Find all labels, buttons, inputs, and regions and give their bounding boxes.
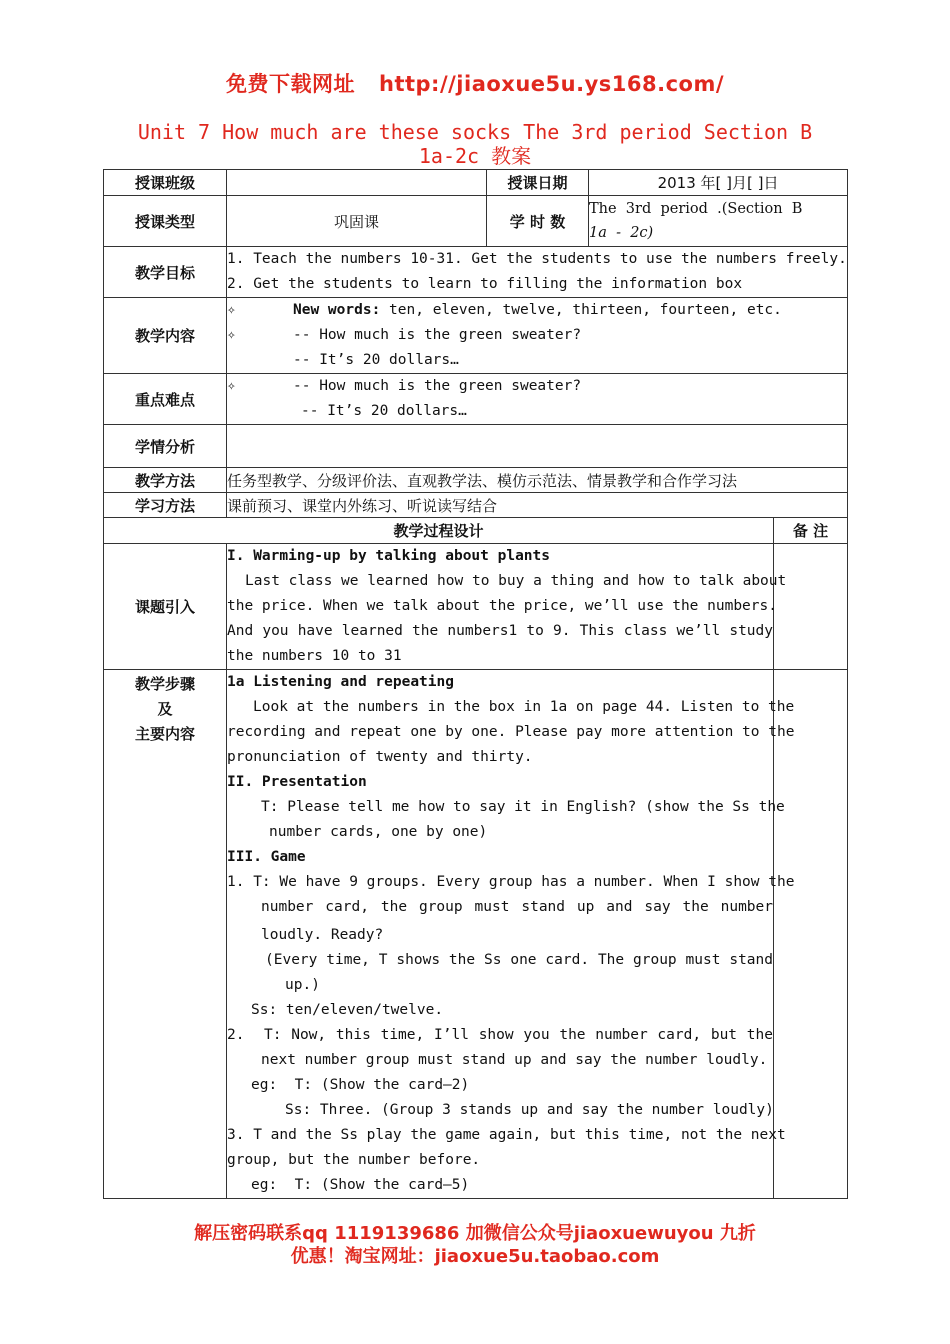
steps-label-line-1: 教学步骤	[134, 675, 195, 693]
class-value	[227, 170, 487, 196]
step-line: pronunciation of twenty and thirty.	[227, 749, 533, 765]
key-value	[227, 374, 848, 425]
row-key-points	[104, 374, 848, 425]
analysis-label: 学情分析	[104, 425, 227, 468]
content-line	[227, 298, 847, 323]
footer-taobao-link[interactable]: jiaoxue5u.taobao.com	[434, 1246, 660, 1267]
study-label: 学习方法	[104, 493, 227, 518]
method-label: 教学方法	[104, 468, 227, 493]
intro-content	[227, 544, 787, 670]
goal-item: 1. Teach the numbers 10-31. Get the students to use the numbers freely.	[227, 251, 847, 267]
content-question: -- How much is the green sweater?	[293, 327, 582, 343]
row-analysis	[104, 425, 848, 468]
footer-wechat: jiaoxuewuyou	[573, 1223, 714, 1244]
row-intro	[104, 544, 848, 670]
step-line: eg: T: (Show the card—5)	[251, 1177, 470, 1193]
steps-label-line-2: 及	[157, 700, 173, 718]
key-answer: -- It’s 20 dollars…	[301, 403, 467, 419]
class-label: 授课班级	[104, 170, 227, 196]
intro-paragraph-line: the numbers 10 to 31	[227, 648, 402, 664]
step-line: (Every time, T shows the Ss one card. The group must stand	[265, 952, 773, 968]
footer-qq: qq 1119139686	[302, 1223, 460, 1244]
date-value: 2013 年[ ]月[ ]日	[589, 170, 848, 196]
row-class	[104, 170, 848, 196]
intro-paragraph-line: the price. When we talk about the price, we’ll use the numbers.	[227, 598, 777, 614]
type-value: 巩固课	[227, 196, 487, 247]
intro-paragraph-line: Last class we learned how to buy a thing and how to talk about	[245, 573, 787, 589]
banner-label: 免费下载网址	[226, 72, 355, 96]
hours-value-line-1: The 3rd period .(Section B	[589, 201, 803, 217]
type-label: 授课类型	[104, 196, 227, 247]
content-value	[227, 298, 848, 374]
notes-header: 备 注	[774, 518, 848, 544]
step-line: loudly. Ready?	[261, 927, 384, 943]
row-process-header	[104, 518, 848, 544]
step-line: 1. T: We have 9 groups. Every group has a number. When I show the	[227, 874, 795, 890]
new-words: ten, eleven, twelve, thirteen, fourteen, etc.	[380, 302, 782, 318]
steps-label	[104, 670, 227, 1199]
hours-label: 学 时 数	[487, 196, 589, 247]
step-line: group, but the number before.	[227, 1152, 481, 1168]
step-line: T: Please tell me how to say it in English? (show the Ss the	[261, 799, 785, 815]
step-line: Ss: Three. (Group 3 stands up and say the number loudly)	[285, 1102, 774, 1118]
process-header: 教学过程设计	[104, 518, 774, 544]
bullet-icon: ✧	[227, 378, 236, 394]
footer-line-2	[0, 1242, 950, 1268]
key-line	[227, 399, 847, 424]
content-line	[227, 348, 847, 373]
footer-text: 解压密码联系	[194, 1223, 303, 1244]
intro-paragraph-line: And you have learned the numbers1 to 9. This class we’ll study	[227, 623, 773, 639]
bullet-icon: ✧	[227, 302, 236, 318]
steps-content	[227, 670, 795, 1199]
intro-label: 课题引入	[104, 544, 227, 670]
lesson-plan-table	[103, 169, 848, 1199]
footer-text: 加微信公众号	[465, 1223, 574, 1244]
content-label: 教学内容	[104, 298, 227, 374]
intro-notes	[774, 544, 848, 670]
goals-value	[227, 247, 848, 298]
hours-value-line-2: 1a - 2c)	[589, 225, 654, 241]
top-banner	[0, 68, 950, 98]
hours-value	[589, 196, 848, 247]
step-line: number cards, one by one)	[269, 824, 488, 840]
goal-item: 2. Get the students to learn to filling the information box	[227, 276, 743, 292]
step-line: eg: T: (Show the card—2)	[251, 1077, 470, 1093]
key-label: 重点难点	[104, 374, 227, 425]
steps-label-line-3: 主要内容	[134, 725, 195, 743]
date-label: 授课日期	[487, 170, 589, 196]
goals-label: 教学目标	[104, 247, 227, 298]
key-question: -- How much is the green sweater?	[293, 378, 582, 394]
row-steps	[104, 670, 848, 1199]
step-line: recording and repeat one by one. Please pay more attention to the	[227, 724, 795, 740]
step-line: 2. T: Now, this time, I’ll show you the number card, but the	[227, 1027, 773, 1043]
step-line: 3. T and the Ss play the game again, but this time, not the next	[227, 1127, 786, 1143]
step-line: up.)	[285, 977, 320, 993]
intro-heading: I. Warming-up by talking about plants	[227, 548, 551, 564]
step-line: Look at the numbers in the box in 1a on page 44. Listen to the	[253, 699, 795, 715]
row-content	[104, 298, 848, 374]
method-value: 任务型教学、分级评价法、直观教学法、模仿示范法、情景教学和合作学习法	[227, 468, 848, 493]
title-line-2: 1a-2c 教案	[418, 144, 532, 168]
step-line: Ss: ten/eleven/twelve.	[251, 1002, 444, 1018]
step-heading: II. Presentation	[227, 774, 367, 790]
study-value: 课前预习、课堂内外练习、听说读写结合	[227, 493, 848, 518]
banner-url[interactable]: http://jiaoxue5u.ys168.com/	[379, 72, 724, 96]
new-words-label: New words:	[293, 302, 381, 318]
row-goals	[104, 247, 848, 298]
page-title	[0, 120, 950, 168]
bullet-icon: ✧	[227, 327, 236, 343]
steps-notes	[774, 670, 848, 1199]
step-heading: III. Game	[227, 849, 306, 865]
footer-text: 优惠！淘宝网址：	[290, 1246, 435, 1267]
title-line-1: Unit 7 How much are these socks The 3rd period Section B	[137, 120, 813, 144]
analysis-value	[227, 425, 848, 468]
row-study	[104, 493, 848, 518]
content-answer: -- It’s 20 dollars…	[293, 352, 459, 368]
step-heading: 1a Listening and repeating	[227, 674, 454, 690]
key-line	[227, 374, 847, 399]
row-method	[104, 468, 848, 493]
step-line: next number group must stand up and say the number loudly.	[261, 1052, 768, 1068]
content-line	[227, 323, 847, 348]
footer-text: 九折	[719, 1223, 756, 1244]
step-line: number card, the group must stand up and say the number	[261, 899, 773, 915]
row-type	[104, 196, 848, 247]
